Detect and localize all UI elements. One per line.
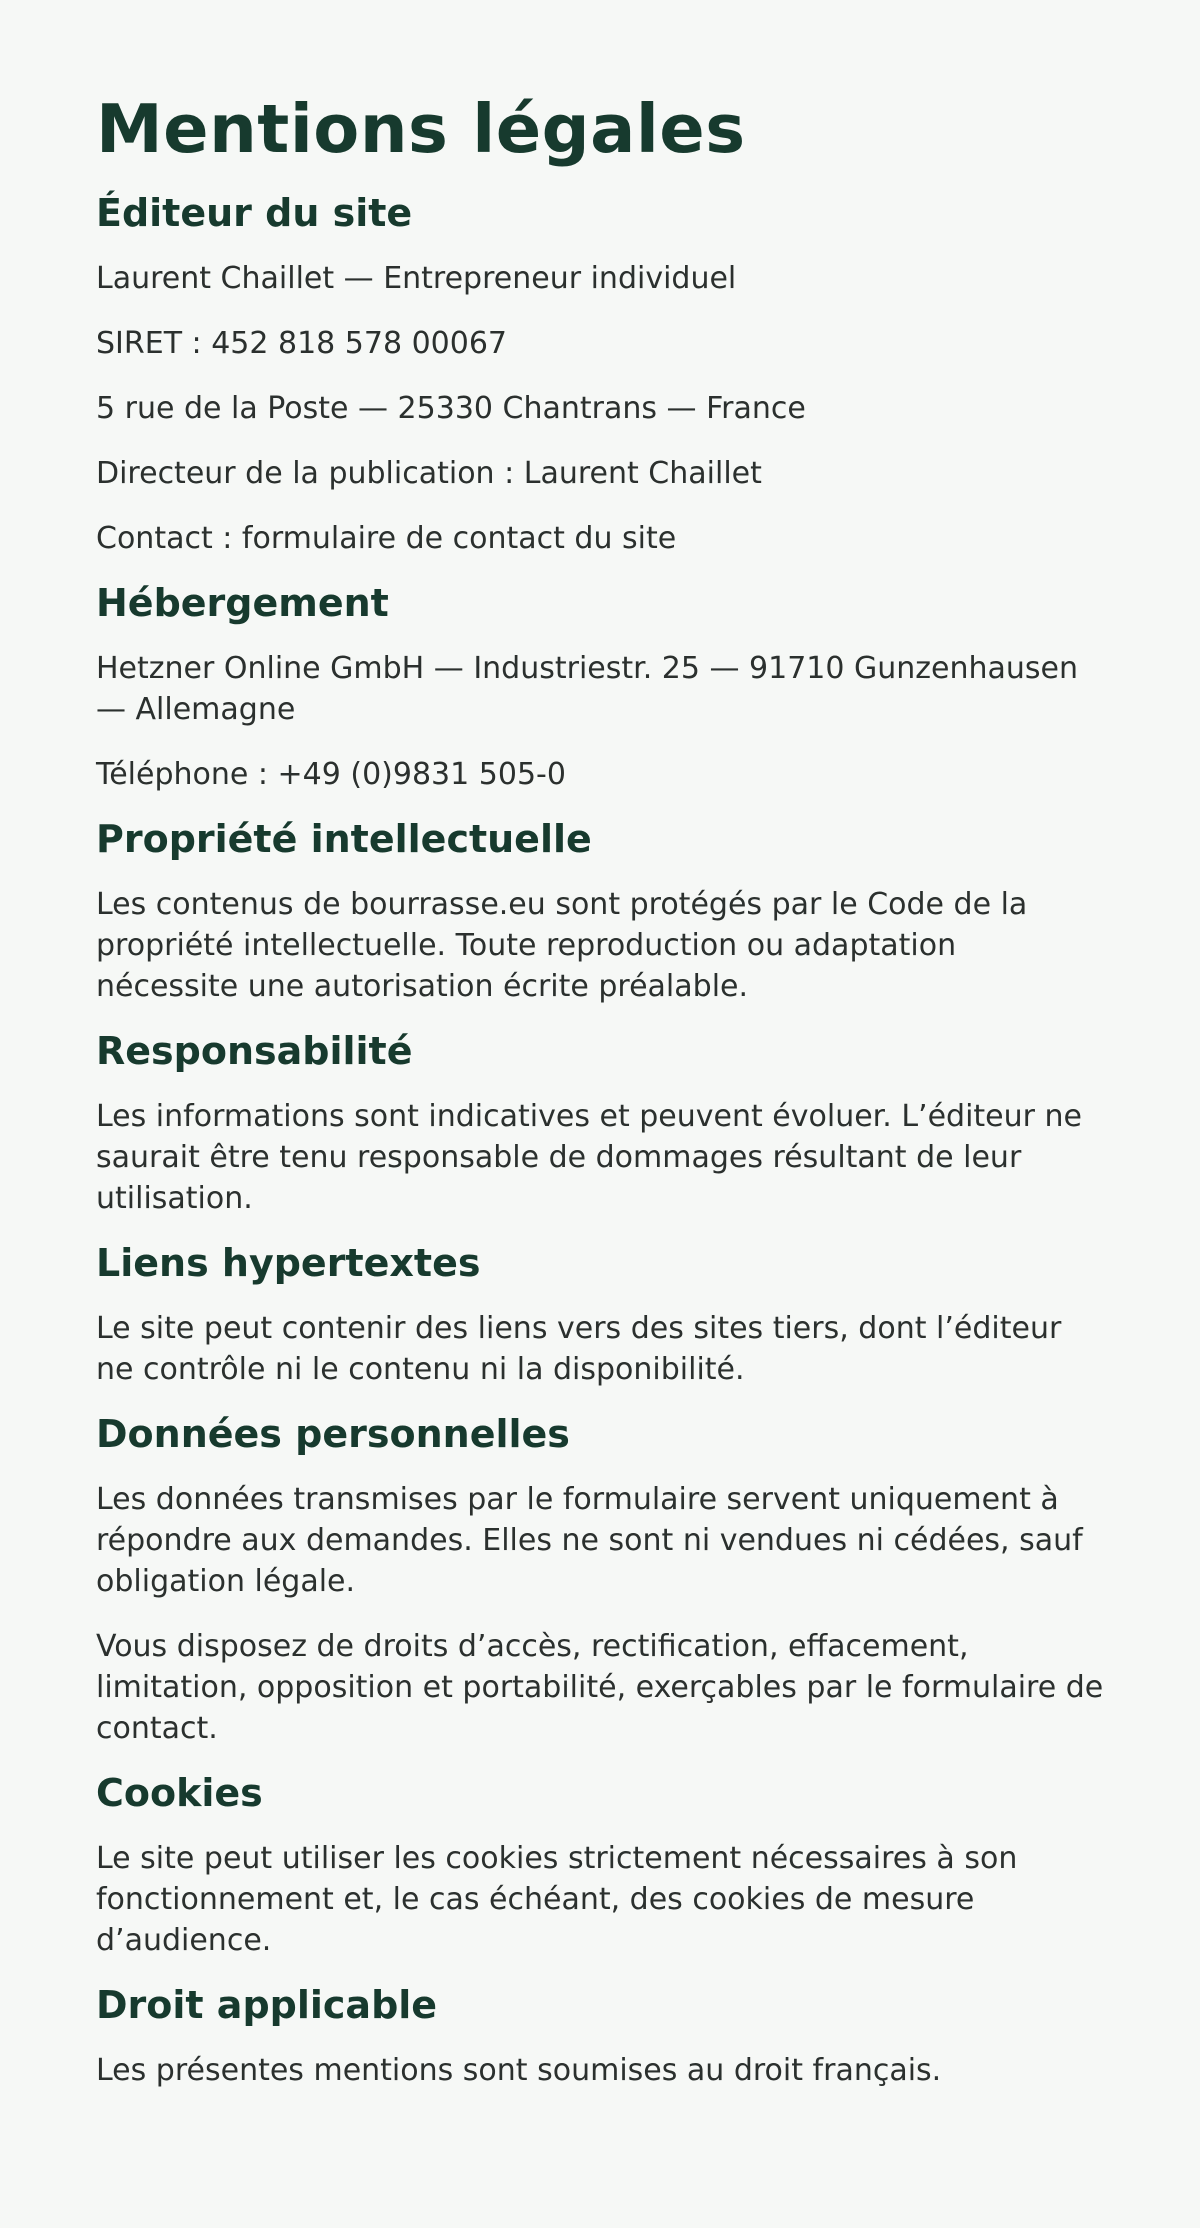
- section-heading: Hébergement: [96, 581, 389, 626]
- section-paragraph: Téléphone : +49 (0)9831 505-0: [96, 757, 566, 793]
- section-paragraph: Directeur de la publication : Laurent Chaillet: [96, 456, 762, 492]
- section-hebergement: [96, 583, 1104, 795]
- section-paragraph: Les présentes mentions sont soumises au droit français.: [96, 2053, 942, 2089]
- section-heading: Responsabilité: [96, 1029, 413, 1074]
- section-heading: Cookies: [96, 1771, 263, 1816]
- section-donnees-personnelles: [96, 1414, 1104, 1749]
- section-paragraph: Le site peut contenir des liens vers des sites tiers, dont l’éditeur ne contrôle ni le contenu ni la disponibilité.: [96, 1311, 1062, 1388]
- section-paragraph: Contact : formulaire de contact du site: [96, 521, 677, 557]
- section-cookies: [96, 1773, 1104, 1961]
- section-heading: Propriété intellectuelle: [96, 817, 592, 862]
- section-paragraph: Laurent Chaillet — Entrepreneur individuel: [96, 261, 737, 297]
- page-title: Mentions légales: [96, 90, 746, 168]
- section-liens-hypertextes: [96, 1243, 1104, 1390]
- section-paragraph: Les données transmises par le formulaire servent uniquement à répondre aux demandes. Elles ne sont ni vendues ni cédées, sauf obligation légale.: [96, 1482, 1083, 1600]
- section-editeur: [96, 193, 1104, 559]
- section-paragraph: Vous disposez de droits d’accès, rectification, effacement, limitation, opposition et portabilité, exerçables par le formulaire de contact.: [96, 1629, 1104, 1747]
- section-heading: Liens hypertextes: [96, 1241, 481, 1286]
- section-paragraph: SIRET : 452 818 578 00067: [96, 326, 508, 362]
- section-paragraph: Les informations sont indicatives et peuvent évoluer. L’éditeur ne saurait être tenu responsable de dommages résultant de leur utilisation.: [96, 1099, 1082, 1217]
- section-droit-applicable: [96, 1985, 1104, 2091]
- section-responsabilite: [96, 1031, 1104, 1219]
- section-heading: Éditeur du site: [96, 191, 413, 235]
- section-heading: Données personnelles: [96, 1412, 570, 1457]
- section-paragraph: Les contenus de bourrasse.eu sont protégés par le Code de la propriété intellectuelle. Toute reproduction ou adaptation nécessite une autorisation écrite préalable.: [96, 887, 1028, 1005]
- section-propriete-intellectuelle: [96, 819, 1104, 1007]
- section-paragraph: Le site peut utiliser les cookies strictement nécessaires à son fonctionnement et, le cas échéant, des cookies de mesure d’audience.: [96, 1841, 1018, 1959]
- section-heading: Droit applicable: [96, 1983, 438, 2028]
- section-paragraph: Hetzner Online GmbH — Industriestr. 25 — 91710 Gunzenhausen — Allemagne: [96, 651, 1079, 728]
- section-paragraph: 5 rue de la Poste — 25330 Chantrans — France: [96, 391, 806, 427]
